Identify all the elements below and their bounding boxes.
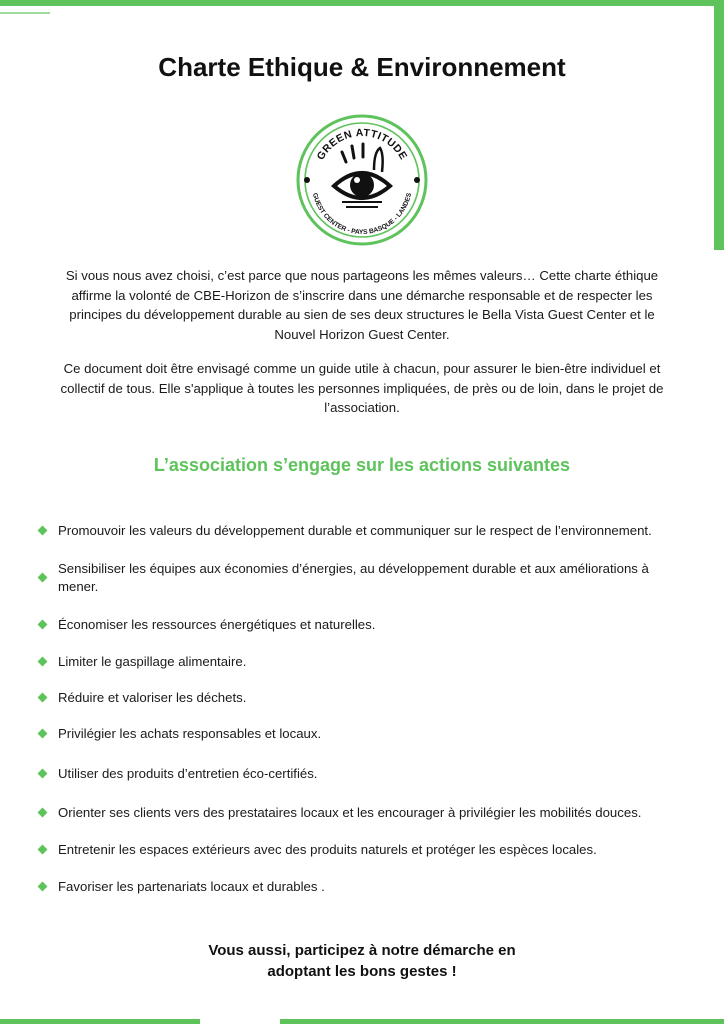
- action-text: Promouvoir les valeurs du développement durable et communiquer sur le respect de l’environnement.: [58, 523, 652, 538]
- actions-list: [36, 522, 686, 896]
- list-item: [36, 841, 686, 859]
- diamond-bullet-icon: [38, 882, 48, 892]
- list-item: [36, 804, 686, 822]
- list-item: [36, 560, 686, 596]
- action-text: Utiliser des produits d’entretien éco-certifiés.: [58, 766, 318, 781]
- action-text: Privilégier les achats responsables et locaux.: [58, 726, 322, 741]
- diamond-bullet-icon: [38, 620, 48, 630]
- intro-paragraph: Si vous nous avez choisi, c’est parce que nous partageons les mêmes valeurs… Cette charte éthique affirme la volonté de CBE-Horizon de s’inscrire dans une démarche responsable et de respecter les principes du développement durable au sien de ses deux structures le Bella Vista Guest Center et le Nouvel Horizon Guest Center.: [65, 268, 659, 342]
- action-text: Orienter ses clients vers des prestataires locaux et les encourager à privilégier les mobilités douces.: [58, 805, 642, 820]
- decorative-border-gap: [200, 1019, 280, 1024]
- list-item: [36, 616, 686, 634]
- list-item: [36, 725, 686, 743]
- logo-badge: [294, 112, 430, 248]
- action-text: Réduire et valoriser les déchets.: [58, 690, 247, 705]
- logo-top-text: GREEN ATTITUDE: [314, 126, 410, 163]
- list-item: [36, 689, 686, 707]
- diamond-bullet-icon: [38, 845, 48, 855]
- closing-line: adoptant les bons gestes !: [267, 963, 457, 980]
- introduction: [60, 266, 664, 433]
- page-title: Charte Ethique & Environnement: [158, 52, 566, 82]
- diamond-bullet-icon: [38, 693, 48, 703]
- list-item: [36, 653, 686, 671]
- closing-message: [0, 940, 724, 982]
- decorative-border-bottom: [0, 1019, 724, 1024]
- diamond-bullet-icon: [38, 729, 48, 739]
- action-text: Économiser les ressources énergétiques et naturelles.: [58, 617, 376, 632]
- action-text: Sensibiliser les équipes aux économies d’énergies, au développement durable et aux améliorations à mener.: [58, 561, 649, 594]
- section-heading: L’association s’engage sur les actions suivantes: [153, 455, 571, 475]
- list-item: [36, 765, 686, 783]
- action-text: Limiter le gaspillage alimentaire.: [58, 654, 247, 669]
- diamond-bullet-icon: [38, 526, 48, 536]
- logo-bottom-text: GUEST CENTER - PAYS BASQUE - LANDES: [310, 192, 414, 237]
- diamond-bullet-icon: [38, 573, 48, 583]
- green-attitude-logo: [294, 112, 430, 248]
- action-text: Entretenir les espaces extérieurs avec des produits naturels et protéger les espèces locales.: [58, 842, 597, 857]
- diamond-bullet-icon: [38, 769, 48, 779]
- list-item: [36, 878, 686, 896]
- diamond-bullet-icon: [38, 808, 48, 818]
- intro-paragraph: Ce document doit être envisagé comme un guide utile à chacun, pour assurer le bien-être individuel et collectif de tous. Elle s'applique à toutes les personnes impliquées, de près ou de loin, dans le projet de l’association.: [60, 361, 664, 415]
- decorative-border-right: [714, 0, 724, 250]
- closing-line: Vous aussi, participez à notre démarche en: [208, 942, 516, 959]
- list-item: [36, 522, 686, 540]
- decorative-border-fragment: [0, 12, 50, 14]
- action-text: Favoriser les partenariats locaux et durables .: [58, 879, 325, 894]
- diamond-bullet-icon: [38, 657, 48, 667]
- decorative-border-top: [0, 0, 724, 6]
